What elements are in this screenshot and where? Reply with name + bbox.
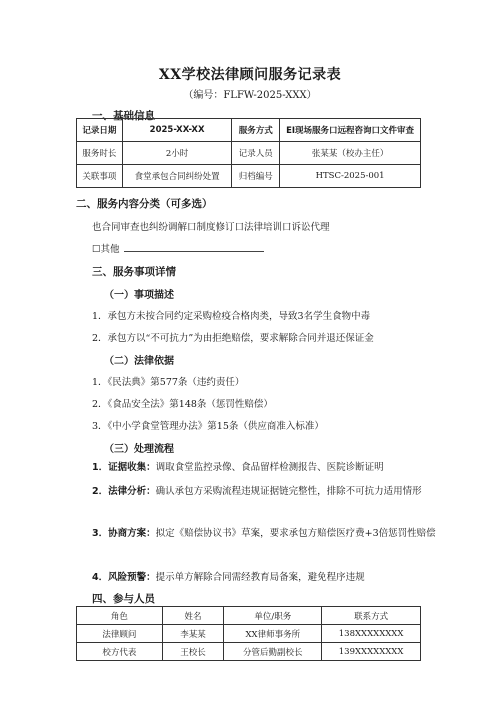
table-cell: 校方代表 [77,643,163,661]
table-cell: 2025-XX-XX [122,119,232,142]
basic-info-table [76,118,421,188]
step-text: 确认承包方采购流程违规证据链完整性，排除不可抗力适用情形 [155,486,422,497]
list-item: 3．《中小学食堂管理办法》第15条（供应商准入标准） [92,421,324,432]
step-text: 提示单方解除合同需经教育局备案，避免程序违规 [155,572,365,583]
list-item: 1．《民法典》第577条（违约责任） [92,377,245,388]
step-label: 1．证据收集： [92,462,156,473]
table-cell: EI现场服务口远程咨询口文件审查 [280,119,421,142]
table-cell: 分管后勤副校长 [224,643,322,661]
table-cell: 2小时 [122,142,232,165]
other-option [92,241,264,255]
table-cell: 王校长 [162,643,224,661]
table-cell: 记录人员 [232,142,280,165]
list-item: 1．承包方未按合同约定采购检疫合格肉类，导致3名学生食物中毒 [92,311,371,322]
step-text: 调取食堂监控录像、食品留样检测报告、医院诊断证明 [155,462,384,473]
column-header: 角色 [77,607,163,625]
sub2-heading: （二）法律依据 [104,356,174,367]
list-item [92,458,437,477]
list-item: 2．《食品安全法》第148条（惩罚性赔偿） [92,399,273,410]
section4-heading: 四、参与人员 [92,593,155,605]
document-title: XX学校法律顾问服务记录表 [158,67,342,83]
step-label: 4．风险预警： [92,572,156,583]
section1-heading: 一、基础信息 [92,110,155,122]
document-code: （编号：FLFW-2025-XXX） [183,90,317,101]
list-item [92,524,437,543]
column-header: 联系方式 [322,607,421,625]
section3-heading: 三、服务事项详情 [92,266,176,278]
list-item: 2．承包方以“不可抗力”为由拒绝赔偿，要求解除合同并退还保证金 [92,333,374,344]
table-cell: 服务时长 [77,142,123,165]
table-header-row [77,607,421,625]
table-row [77,165,421,188]
table-row [77,643,421,661]
column-header: 姓名 [162,607,224,625]
sub3-heading: （三）处理流程 [104,444,174,455]
table-cell: HTSC-2025-001 [280,165,421,188]
sub1-heading: （一）事项描述 [104,290,174,301]
service-options-line: 也合同审查也纠纷调解口制度修订口法律培训口诉讼代理 [92,222,330,233]
table-cell: 记录日期 [77,119,123,142]
step-label: 2．法律分析： [92,486,156,497]
step-text: 拟定《赔偿协议书》草案，要求承包方赔偿医疗费+3倍惩罚性赔偿 [155,528,436,539]
list-item [92,482,437,501]
table-cell: 138XXXXXXXX [322,625,421,643]
table-cell: 139XXXXXXXX [322,643,421,661]
other-blank-line [124,242,264,252]
participants-table [76,606,421,661]
table-row [77,625,421,643]
table-cell: 归档编号 [232,165,280,188]
table-cell: 关联事项 [77,165,123,188]
table-cell: 法律顾问 [77,625,163,643]
table-cell: 张某某（校办主任） [280,142,421,165]
step-label: 3．协商方案： [92,528,156,539]
table-cell: 食堂承包合同纠纷处置 [122,165,232,188]
table-cell: 李某某 [162,625,224,643]
table-row [77,119,421,142]
table-cell: XX律师事务所 [224,625,322,643]
list-item [92,569,365,583]
section2-heading: 二、服务内容分类（可多选） [76,198,213,210]
table-cell: 服务方式 [232,119,280,142]
other-label: ☐其他 [92,244,120,255]
column-header: 单位/职务 [224,607,322,625]
table-row [77,142,421,165]
